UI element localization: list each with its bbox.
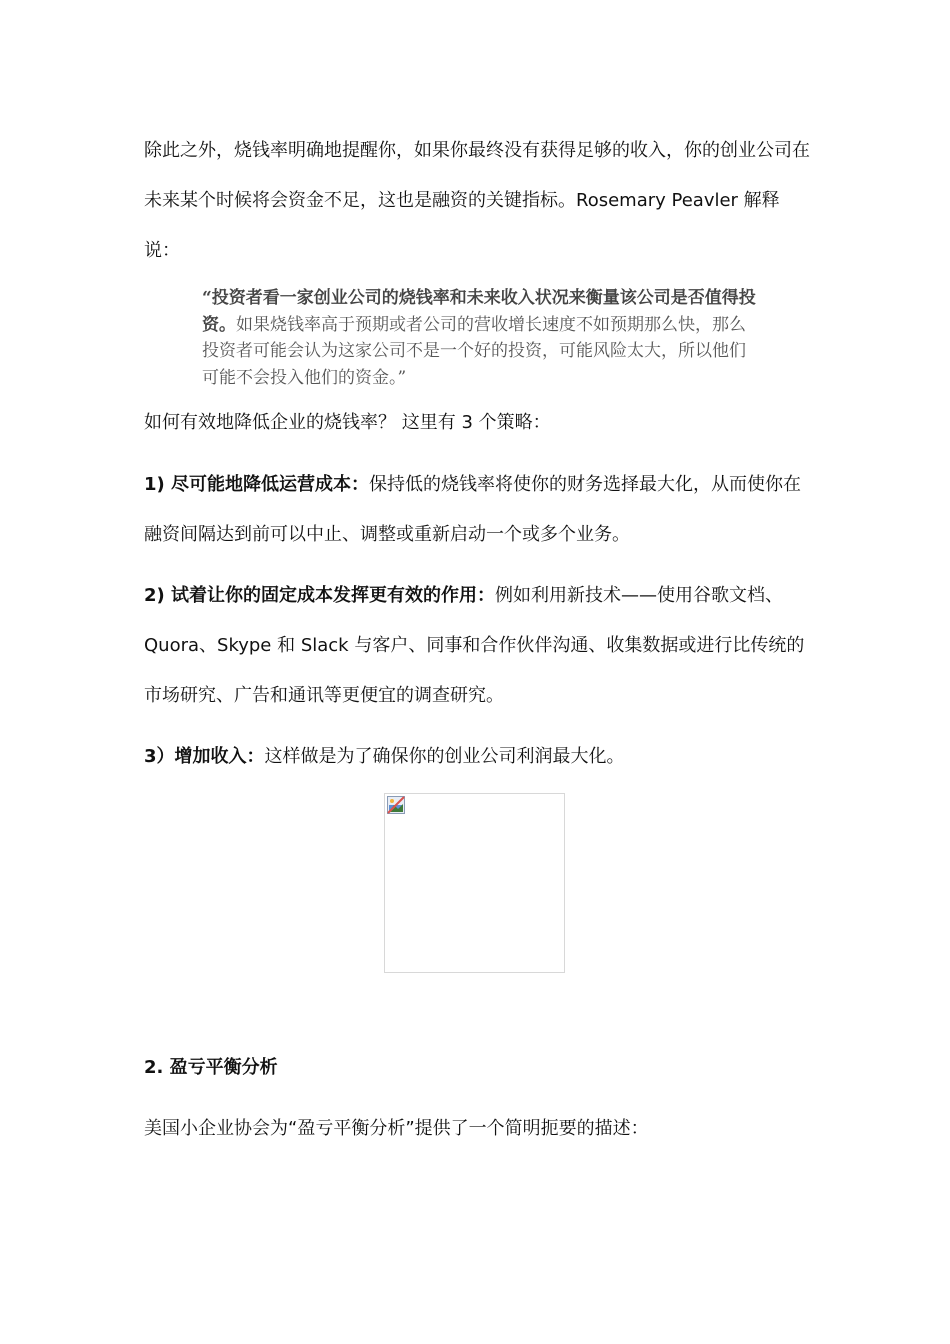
paragraph-intro — [144, 126, 810, 276]
strategy-2 — [144, 571, 810, 721]
paragraph-breakeven-intro — [144, 1104, 810, 1154]
quote-text: 如果烧钱率高于预期或者公司的营收增长速度不如预期那么快，那么投资者可能会认为这家公司不是一个好的投资，可能风险太大，所以他们可能不会投入他们的资金。” — [202, 314, 746, 388]
strategy-2-title: 2) 试着让你的固定成本发挥更有效的作用： — [144, 585, 496, 606]
strategies-intro-text: 如何有效地降低企业的烧钱率？ 这里有 3 个策略： — [144, 412, 551, 433]
image-placeholder — [384, 793, 565, 973]
strategy-3-title: 3）增加收入： — [144, 746, 265, 767]
strategy-3-text: 这样做是为了确保你的创业公司利润最大化。 — [264, 746, 625, 767]
paragraph-intro-text: 除此之外，烧钱率明确地提醒你，如果你最终没有获得足够的收入，你的创业公司在未来某个时候将会资金不足，这也是融资的关键指标。Rosemary Peavler 解释说： — [144, 140, 810, 261]
strategy-3 — [144, 732, 810, 782]
strategy-1-text: 保持低的烧钱率将使你的财务选择最大化，从而使你在融资间隔达到前可以中止、调整或重新启动一个或多个业务。 — [144, 474, 802, 545]
strategy-2-text: 例如利用新技术——使用谷歌文档、Quora、Skype 和 Slack 与客户、同事和合作伙伴沟通、收集数据或进行比传统的市场研究、广告和通讯等更便宜的调查研究。 — [144, 585, 805, 706]
strategy-1 — [144, 460, 810, 560]
blockquote — [202, 285, 762, 391]
broken-image-icon — [387, 796, 405, 814]
breakeven-intro-text: 美国小企业协会为“盈亏平衡分析”提供了一个简明扼要的描述： — [144, 1118, 649, 1139]
quote-bold-text: “投资者看一家创业公司的烧钱率和未来收入状况来衡量该公司是否值得投资。 — [202, 288, 756, 335]
paragraph-strategies-intro — [144, 398, 810, 448]
strategy-1-title: 1) 尽可能地降低运营成本： — [144, 474, 370, 495]
section-heading: 2. 盈亏平衡分析 — [144, 1057, 278, 1078]
